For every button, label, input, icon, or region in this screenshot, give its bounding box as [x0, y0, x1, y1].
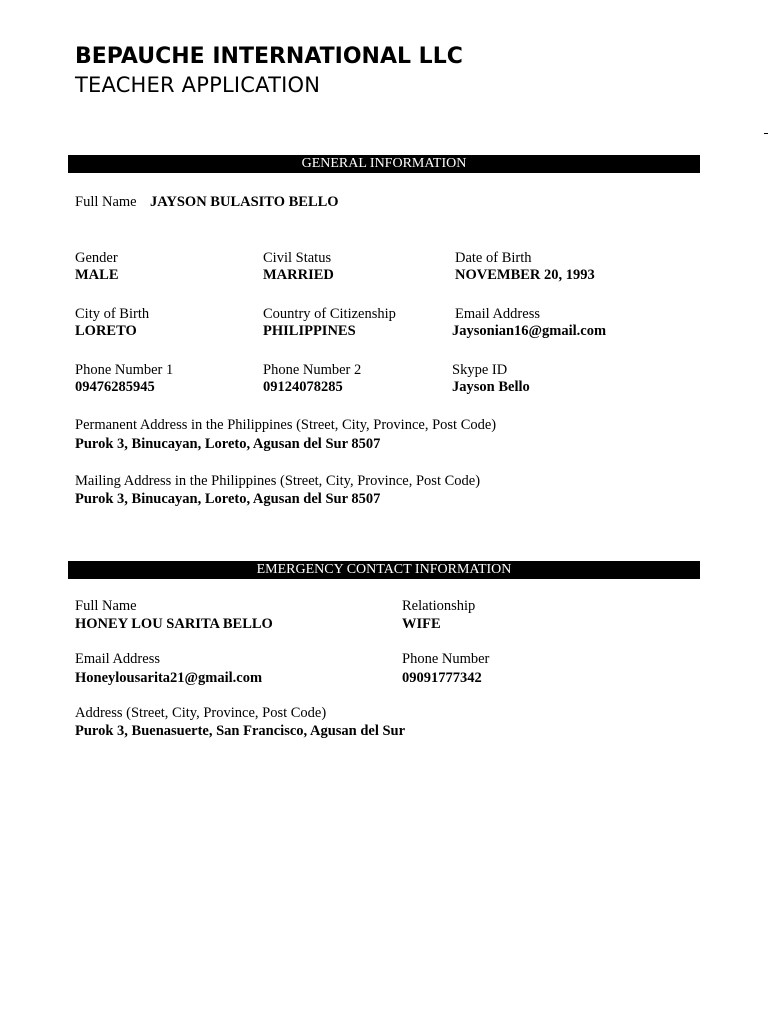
emergency-address-label: Address (Street, City, Province, Post Code): [75, 705, 327, 721]
city-of-birth-label: City of Birth: [75, 306, 150, 322]
emergency-full-name-label: Full Name: [75, 598, 137, 614]
emergency-phone-value: 09091777342: [402, 670, 482, 686]
full-name-value: JAYSON BULASITO BELLO: [150, 194, 339, 210]
edge-mark: [764, 133, 768, 134]
emergency-contact-header: EMERGENCY CONTACT INFORMATION: [68, 561, 700, 579]
phone-2-label: Phone Number 2: [263, 362, 362, 378]
phone-1-value: 09476285945: [75, 379, 155, 395]
mailing-address-label: Mailing Address in the Philippines (Street, City, Province, Post Code): [75, 473, 481, 489]
full-name-label: Full Name: [75, 194, 137, 210]
phone-2-value: 09124078285: [263, 379, 343, 395]
date-of-birth-label: Date of Birth: [455, 250, 532, 266]
relationship-label: Relationship: [402, 598, 476, 614]
relationship-value: WIFE: [402, 616, 441, 632]
document-title: TEACHER APPLICATION: [75, 73, 321, 97]
emergency-address-value: Purok 3, Buenasuerte, San Francisco, Agusan del Sur: [75, 723, 406, 739]
email-value: Jaysonian16@gmail.com: [452, 323, 607, 339]
skype-value: Jayson Bello: [452, 379, 530, 395]
emergency-phone-label: Phone Number: [402, 651, 490, 667]
permanent-address-label: Permanent Address in the Philippines (Street, City, Province, Post Code): [75, 417, 497, 433]
citizenship-value: PHILIPPINES: [263, 323, 356, 339]
date-of-birth-value: NOVEMBER 20, 1993: [455, 267, 595, 283]
city-of-birth-value: LORETO: [75, 323, 137, 339]
emergency-email-label: Email Address: [75, 651, 160, 667]
gender-label: Gender: [75, 250, 118, 266]
company-name: BEPAUCHE INTERNATIONAL LLC: [75, 44, 463, 69]
skype-label: Skype ID: [452, 362, 508, 378]
citizenship-label: Country of Citizenship: [263, 306, 396, 322]
civil-status-label: Civil Status: [263, 250, 332, 266]
phone-1-label: Phone Number 1: [75, 362, 174, 378]
civil-status-value: MARRIED: [263, 267, 334, 283]
emergency-email-value: Honeylousarita21@gmail.com: [75, 670, 263, 686]
mailing-address-value: Purok 3, Binucayan, Loreto, Agusan del Sur 8507: [75, 491, 381, 507]
gender-value: MALE: [75, 267, 119, 283]
emergency-full-name-value: HONEY LOU SARITA BELLO: [75, 616, 273, 632]
permanent-address-value: Purok 3, Binucayan, Loreto, Agusan del Sur 8507: [75, 436, 381, 452]
general-information-header: GENERAL INFORMATION: [68, 155, 700, 173]
email-label: Email Address: [455, 306, 540, 322]
